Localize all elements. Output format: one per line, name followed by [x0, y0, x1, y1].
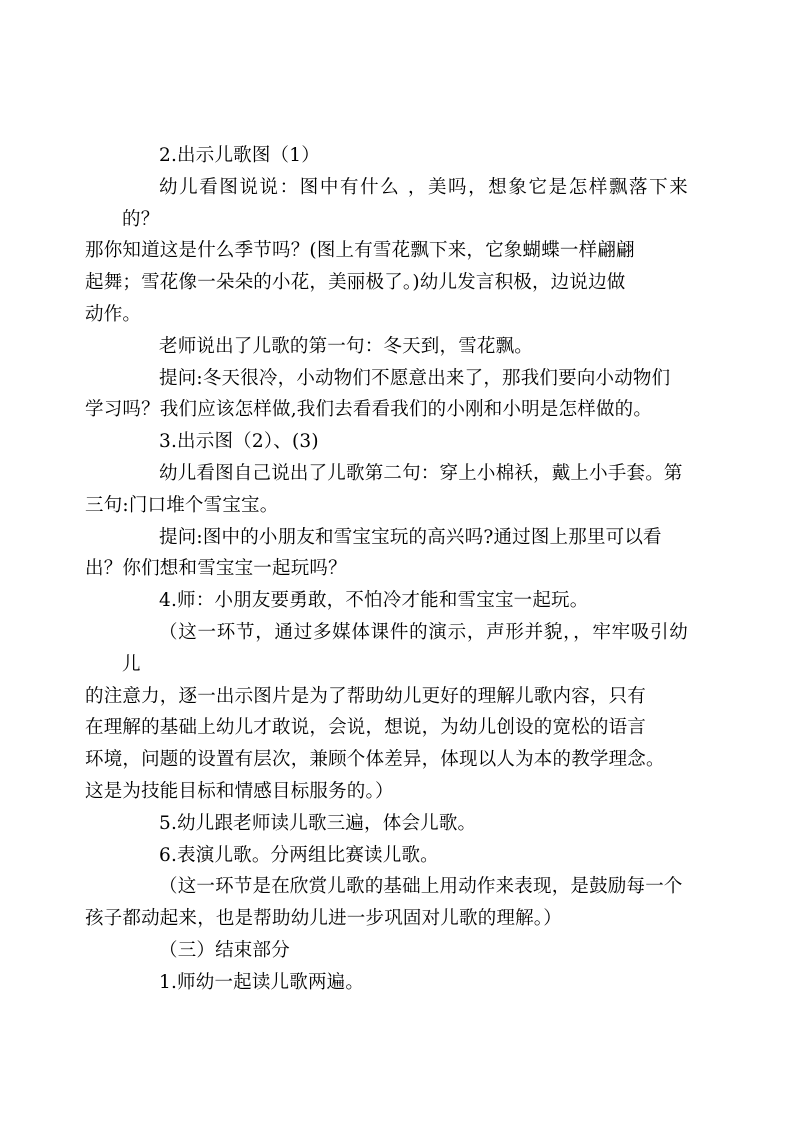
- paragraph-question-1: [85, 363, 688, 427]
- text-line: 3.出示图（2）、(3): [159, 431, 319, 453]
- text-line: 4.师：小朋友要勇敢，不怕冷才能和雪宝宝一起玩。: [159, 590, 589, 612]
- paragraph-ending-step-1: [122, 967, 688, 999]
- paragraph-step-4: [122, 585, 688, 617]
- paragraph-second-line: [85, 458, 688, 522]
- text-line: 2.出示儿歌图（1）: [159, 145, 320, 166]
- text-line: 出？你们想和雪宝宝一起玩吗？: [85, 558, 347, 580]
- paragraph-children-observe: [85, 172, 688, 331]
- text-line: 老师说出了儿歌的第一句：冬天到，雪花飘。: [159, 335, 534, 357]
- text-line: 的注意力，逐一出示图片是为了帮助幼儿更好的理解儿歌内容，只有: [85, 685, 647, 707]
- text-line: 动作。: [85, 303, 142, 325]
- text-line: 那你知道这是什么季节吗？(图上有雪花飘下来，它象蝴蝶一样翩翩: [85, 240, 635, 262]
- text-line: 幼儿看图自己说出了儿歌第二句：穿上小棉袄，戴上小手套。第: [159, 462, 683, 484]
- paragraph-note-2: [85, 871, 688, 935]
- text-line: 1.师幼一起读儿歌两遍。: [159, 971, 365, 993]
- document-body: [85, 140, 688, 999]
- paragraph-teacher-first-line: [122, 331, 688, 363]
- paragraph-step-6: [122, 840, 688, 872]
- text-line: 提问:图中的小朋友和雪宝宝玩的高兴吗?通过图上那里可以看: [159, 526, 662, 548]
- paragraph-note-1: [85, 617, 688, 808]
- text-line: （三）结束部分: [159, 939, 290, 961]
- text-line: 5.幼儿跟老师读儿歌三遍，体会儿歌。: [159, 812, 477, 834]
- text-line: 这是为技能目标和情感目标服务的。）: [85, 780, 394, 802]
- paragraph-step-2: [122, 140, 688, 172]
- text-line: 环境，问题的设置有层次，兼顾个体差异，体现以人为本的教学理念。: [85, 749, 665, 771]
- text-line: 孩子都动起来，也是帮助幼儿进一步巩固对儿歌的理解。）: [85, 908, 562, 930]
- text-line: 6.表演儿歌。分两组比赛读儿歌。: [159, 844, 439, 866]
- text-line: 三句:门口堆个雪宝宝。: [85, 494, 279, 516]
- paragraph-step-5: [122, 808, 688, 840]
- text-line: 幼儿看图说说：图中有什么 ，美吗，想象它是怎样飘落下来的？: [122, 176, 688, 230]
- text-line: 提问:冬天很冷，小动物们不愿意出来了，那我们要向小动物们: [159, 367, 671, 389]
- text-line: 学习吗？我们应该怎样做,我们去看看我们的小刚和小明是怎样做的。: [85, 399, 653, 421]
- text-line: 起舞；雪花像一朵朵的小花，美丽极了。)幼儿发言积极，边说边做: [85, 272, 626, 294]
- section-heading-ending: [122, 935, 688, 967]
- text-line: （这一环节，通过多媒体课件的演示，声形并貌，，牢牢吸引幼儿: [122, 621, 688, 675]
- paragraph-step-3: [122, 426, 688, 458]
- text-line: （这一环节是在欣赏儿歌的基础上用动作来表现，是鼓励每一个: [159, 876, 683, 898]
- text-line: 在理解的基础上幼儿才敢说，会说，想说，为幼儿创设的宽松的语言: [85, 717, 647, 739]
- paragraph-question-2: [85, 522, 688, 586]
